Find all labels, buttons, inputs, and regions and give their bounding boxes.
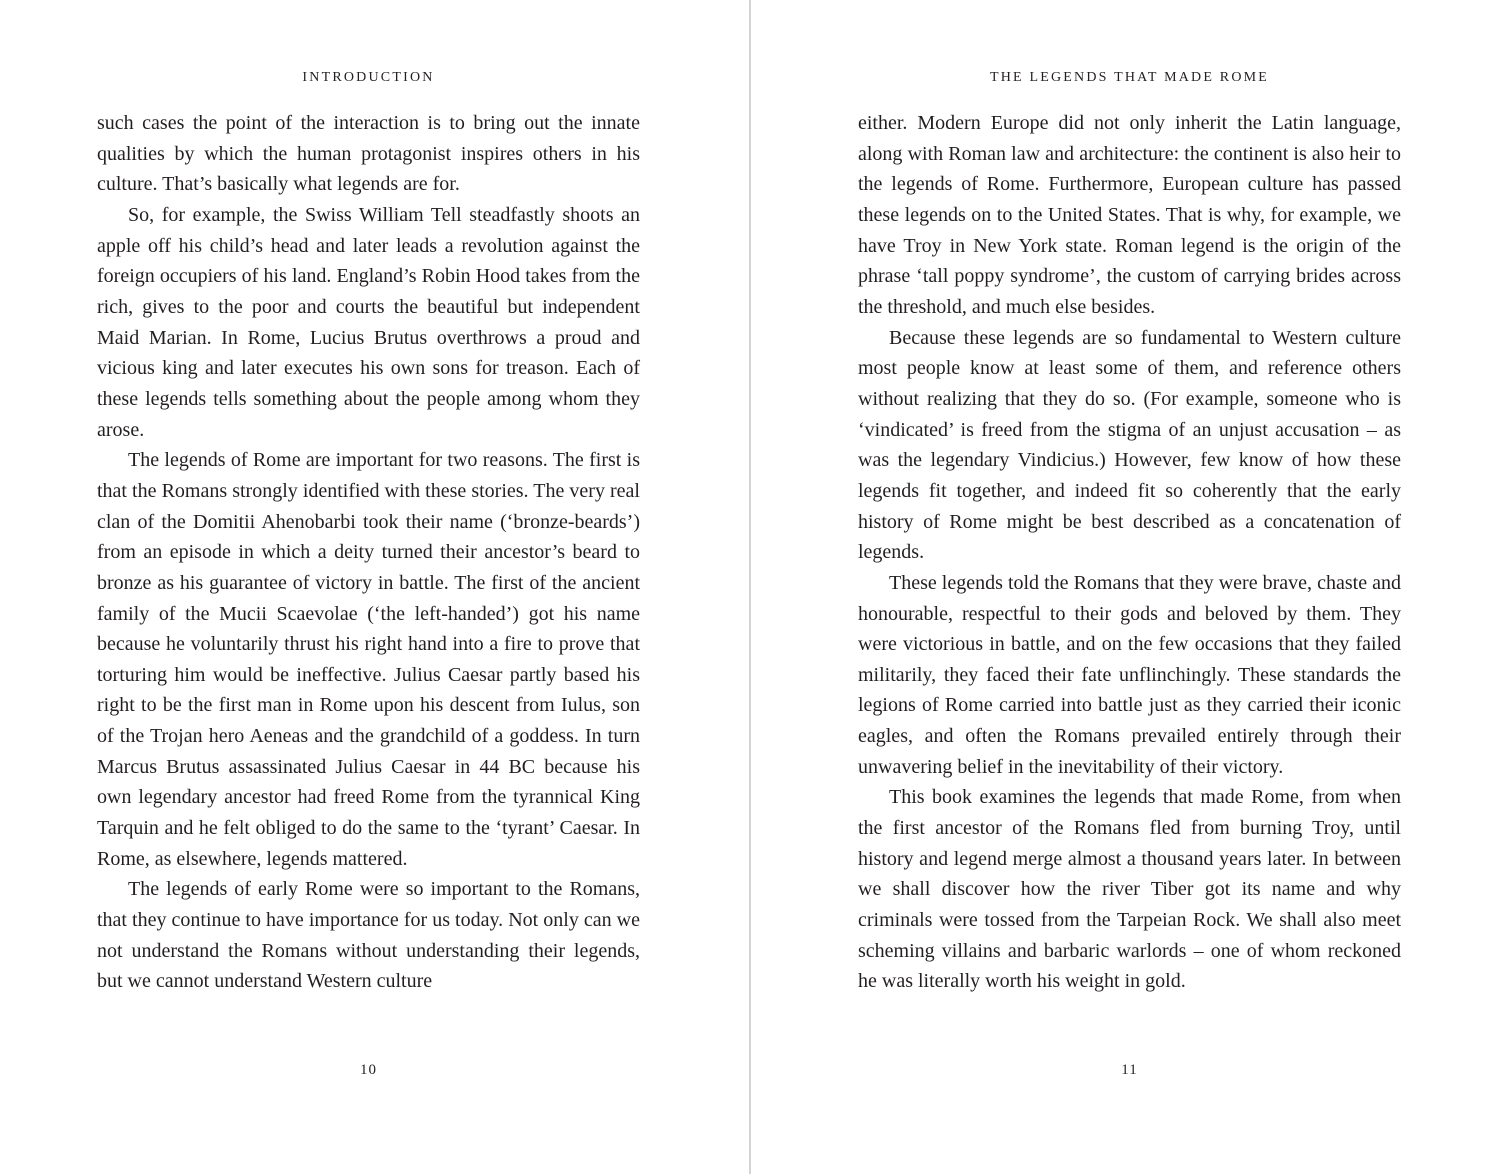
paragraph: These legends told the Romans that they were brave, chaste and honourable, respectful to their gods and beloved by them. They were victorious in battle, and on the few occasions that they failed militarily, they faced their fate unflinchingly. These standards the legions of Rome carried into battle just as they carried their iconic eagles, and often the Romans prevailed entirely through their unwavering belief in the inevitability of their victory. bbox=[858, 571, 1401, 778]
paragraph: This book examines the legends that made Rome, from when the first ancestor of the Romans fled from burning Troy, until history and legend merge almost a thousand years later. In between we shall discover how the river Tiber got its name and why criminals were tossed from the Tarpeian Rock. We shall also meet scheming villains and barbaric warlords – one of whom reckoned he was literally worth his weight in gold. bbox=[858, 786, 1401, 993]
paragraph: The legends of Rome are important for two reasons. The first is that the Romans strongly identified with these stories. The very real clan of the Domitii Ahenobarbi took their name (‘bronze-beards’) from an episode in which a deity turned their ancestor’s beard to bronze as his guarantee of victory in battle. The first of the ancient family of the Mucii Scaevolae (‘the left-handed’) got his name because he voluntarily thrust his right hand into a fire to prove that torturing him would be ineffective. Julius Caesar partly based his right to be the first man in Rome upon his descent from Iulus, son of the Trojan hero Aeneas and the grandchild of a goddess. In turn Marcus Brutus assassinated Julius Caesar in 44 BC because his own legendary ancestor had freed Rome from the tyrannical King Tarquin and he felt obliged to do the same to the ‘tyrant’ Caesar. In Rome, as elsewhere, legends mattered. bbox=[97, 449, 640, 870]
body-text bbox=[858, 108, 1401, 997]
body-text bbox=[97, 108, 640, 997]
running-head: INTRODUCTION bbox=[302, 70, 435, 85]
page-number: 11 bbox=[1121, 1062, 1138, 1078]
paragraph: such cases the point of the interaction is to bring out the innate qualities by which the human protagonist inspires others in his culture. That’s basically what legends are for. bbox=[97, 112, 640, 196]
left-page bbox=[0, 0, 749, 1174]
paragraph: The legends of early Rome were so important to the Romans, that they continue to have importance for us today. Not only can we not understand the Romans without understanding their legends, but we cannot understand Western culture bbox=[97, 878, 640, 993]
right-page bbox=[751, 0, 1500, 1174]
running-head: THE LEGENDS THAT MADE ROME bbox=[989, 70, 1270, 85]
paragraph: Because these legends are so fundamental to Western culture most people know at least some of them, and reference others without realizing that they do so. (For example, someone who is ‘vindicated’ is freed from the stigma of an unjust accusation – as was the legendary Vindicius.) However, few know of how these legends fit together, and indeed fit so coherently that the early history of Rome might be best described as a concatenation of legends. bbox=[858, 326, 1401, 564]
page-number: 10 bbox=[360, 1062, 377, 1078]
paragraph: So, for example, the Swiss William Tell steadfastly shoots an apple off his child’s head and later leads a revolution against the foreign occupiers of his land. England’s Robin Hood takes from the rich, gives to the poor and courts the beautiful but independent Maid Marian. In Rome, Lucius Brutus overthrows a proud and vicious king and later executes his own sons for treason. Each of these legends tells something about the people among whom they arose. bbox=[97, 203, 640, 441]
paragraph: either. Modern Europe did not only inherit the Latin language, along with Roman law and architecture: the continent is also heir to the legends of Rome. Furthermore, European culture has passed these legends on to the United States. That is why, for example, we have Troy in New York state. Roman legend is the origin of the phrase ‘tall poppy syndrome’, the custom of carrying brides across the threshold, and much else besides. bbox=[858, 112, 1401, 318]
